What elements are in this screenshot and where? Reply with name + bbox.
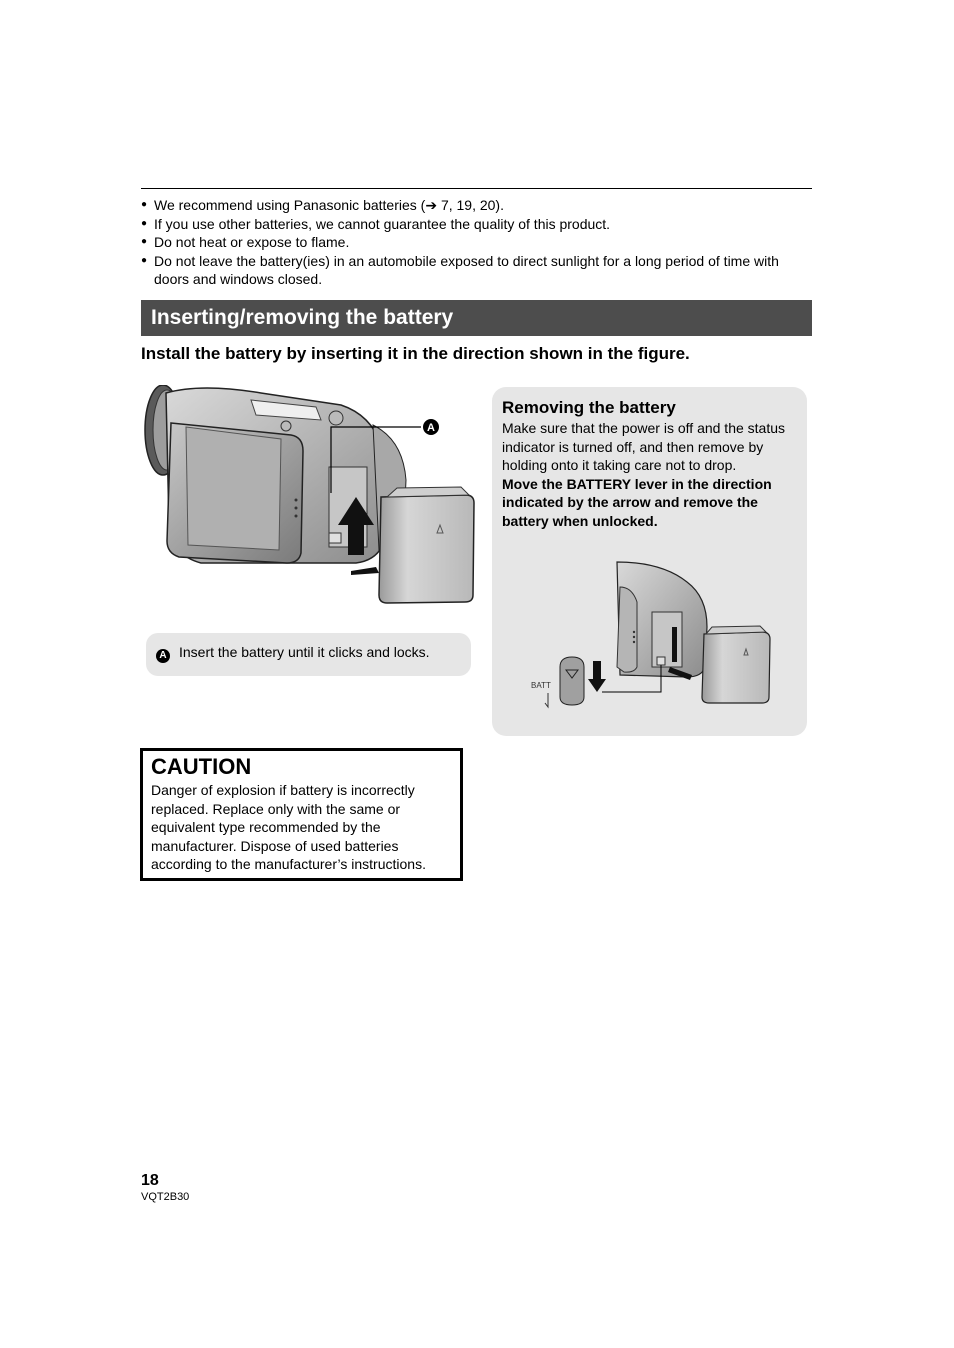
removing-title: Removing the battery	[502, 398, 676, 417]
marker-a-badge: A	[156, 649, 170, 663]
insert-note-text: Insert the battery until it clicks and locks.	[179, 644, 430, 660]
precaution-list	[141, 196, 813, 289]
precaution-item: ● Do not leave the battery(ies) in an automobile exposed to direct sunlight for a long period of time with doors and windows closed.	[141, 252, 813, 289]
caution-box	[140, 748, 463, 881]
removing-body: Make sure that the power is off and the status indicator is turned off, and then remove by holding onto it taking care not to drop.	[502, 420, 786, 473]
camera-remove-illustration	[512, 557, 802, 717]
precaution-item: ● If you use other batteries, we cannot guarantee the quality of this product.	[141, 215, 813, 234]
top-rule	[141, 188, 812, 189]
install-instruction: Install the battery by inserting it in the direction shown in the figure.	[141, 344, 690, 363]
page-number: 18	[141, 1172, 159, 1189]
batt-lever-label: BATT	[531, 681, 551, 690]
removing-bold-instruction: Move the BATTERY lever in the direction indicated by the arrow and remove the battery when unlocked.	[502, 475, 772, 529]
document-code: VQT2B30	[141, 1191, 190, 1203]
precaution-item: ● We recommend using Panasonic batteries (➔ 7, 19, 20).	[141, 196, 813, 215]
caution-title: CAUTION	[151, 754, 252, 779]
camera-insert-illustration	[141, 385, 481, 615]
insert-note	[146, 633, 471, 676]
caution-body: Danger of explosion if battery is incorrectly replaced. Replace only with the same or equivalent type recommended by the manufacturer. Dispose of used batteries according to the manufacturer’s instructions.	[151, 782, 426, 872]
precaution-item: ● Do not heat or expose to flame.	[141, 233, 813, 252]
removing-battery-panel	[492, 387, 807, 736]
section-heading: Inserting/removing the battery	[141, 300, 812, 336]
marker-a: A	[427, 422, 435, 434]
